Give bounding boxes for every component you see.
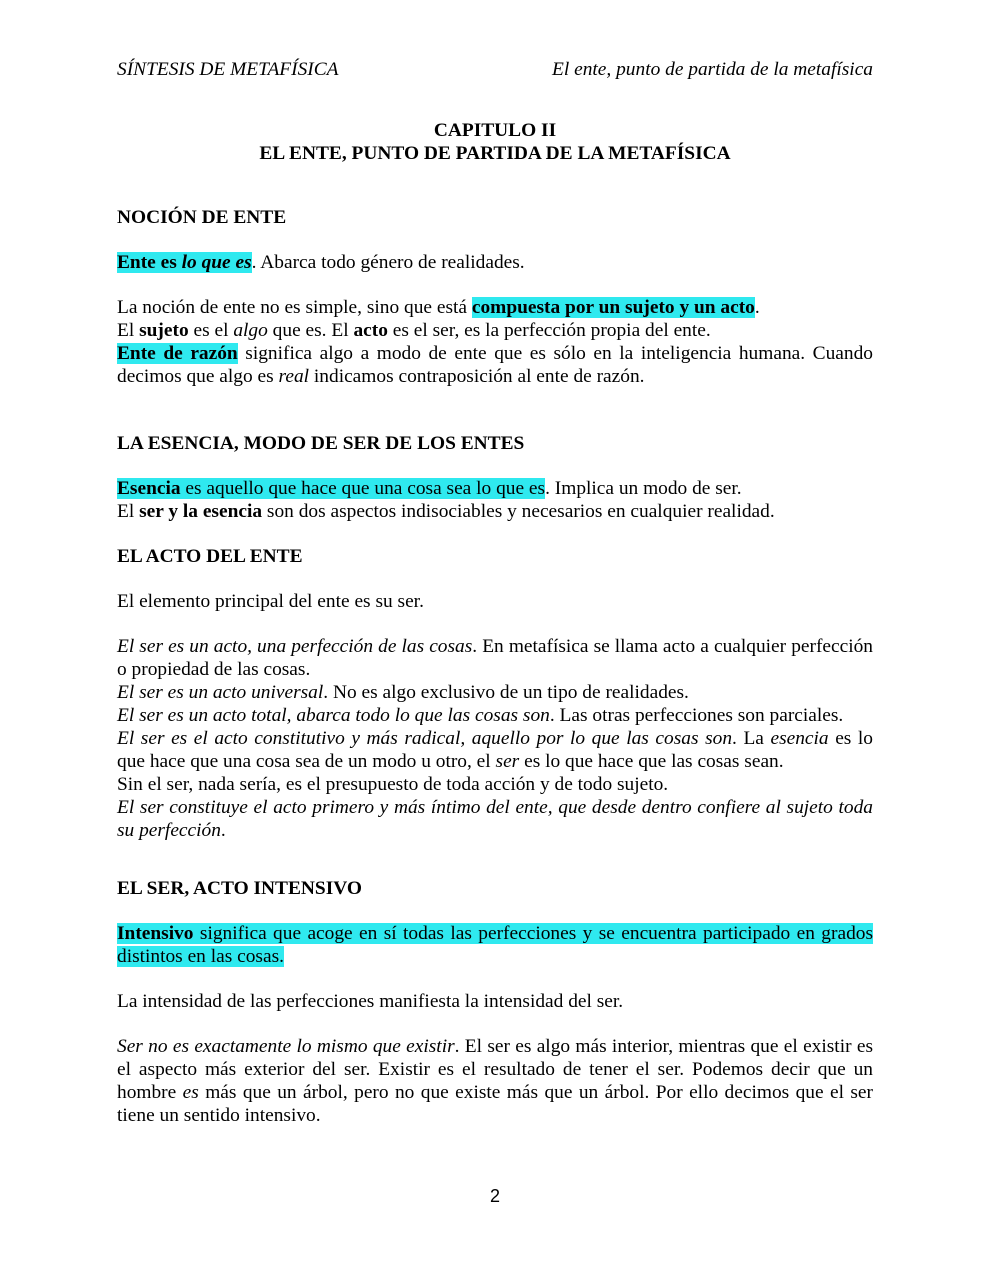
paragraph: [117, 342, 873, 388]
highlighted-text: lo que es: [181, 252, 252, 273]
highlighted-text: Ente de razón: [117, 343, 238, 364]
text-run: indicamos contraposición al ente de razón.: [309, 366, 645, 387]
chapter-title-line1: CAPITULO II: [433, 120, 557, 141]
text-run: .: [754, 297, 760, 318]
highlighted-text: Intensivo: [117, 923, 194, 945]
blank-line: [117, 842, 873, 877]
page-header: [117, 58, 873, 81]
blank-line: [117, 229, 873, 251]
text-run: significa algo a modo de ente que es sólo en la inteligencia humana. Cuando decimos que algo es: [117, 343, 873, 387]
blank-line: [117, 968, 873, 990]
paragraph: [117, 796, 873, 842]
highlighted-text: Ente es: [117, 252, 182, 273]
text-run: El ser constituye el acto primero y más íntimo del ente, que desde dentro confiere al sujeto toda su perfección: [117, 797, 873, 841]
paragraph: [117, 500, 873, 523]
paragraph: [117, 990, 873, 1013]
text-run: El ser es el acto constitutivo y más radical, aquello por lo que las cosas son: [117, 728, 733, 749]
paragraph: [117, 922, 873, 968]
highlighted-text: es aquello que hace que una cosa sea lo que es: [180, 478, 546, 499]
text-run: es: [182, 1082, 199, 1104]
blank-line: [117, 274, 873, 296]
paragraph: [117, 590, 873, 613]
text-run: es el ser, es la perfección propia del ente.: [387, 320, 711, 341]
paragraph: [117, 251, 873, 274]
section-heading: EL ACTO DEL ENTE: [117, 546, 303, 567]
blank-line: [117, 1013, 873, 1035]
text-run: que es. El: [267, 320, 354, 341]
text-run: . No es algo exclusivo de un tipo de realidades.: [323, 682, 689, 703]
paragraph: [117, 296, 873, 319]
section-heading: NOCIÓN DE ENTE: [117, 207, 287, 228]
paragraph: [117, 1035, 873, 1127]
header-left-text: SÍNTESIS DE METAFÍSICA: [117, 59, 339, 80]
text-run: Ser no es exactamente lo mismo que existir: [117, 1036, 455, 1058]
text-run: . En metafísica se llama acto a cualquier perfección o propiedad de las cosas.: [117, 636, 874, 680]
page-number: 2: [489, 1186, 500, 1206]
highlighted-text: significa que acoge en sí todas las perfecciones y se encuentra participado en grados distintos en las cosas.: [117, 923, 873, 968]
blank-line: [117, 455, 873, 477]
text-run: son dos aspectos indisociables y necesarios en cualquier realidad.: [262, 501, 775, 522]
blank-line: [117, 388, 873, 432]
text-run: El: [117, 501, 140, 522]
text-run: . Implica un modo de ser.: [545, 478, 742, 499]
text-run: es lo que hace que una cosa sea de un modo u otro, el: [117, 728, 873, 772]
chapter-title: [117, 119, 873, 165]
paragraph: [117, 635, 873, 681]
section-heading: EL SER, ACTO INTENSIVO: [117, 878, 362, 900]
text-run: El ser es un acto total, abarca todo lo que las cosas son: [117, 705, 550, 726]
text-run: . El ser es algo más interior, mientras que el existir es el aspecto más exterior del ser. Existir es el resultado de tener el ser. Podemos decir que un hombre: [117, 1036, 873, 1104]
text-run: La intensidad de las perfecciones manifiesta la intensidad del ser.: [117, 991, 624, 1013]
text-run: El ser es un acto universal: [117, 682, 324, 703]
text-run: es el: [188, 320, 234, 341]
highlighted-text: Esencia: [117, 478, 181, 499]
highlighted-text: compuesta por un sujeto y un acto: [471, 297, 755, 318]
text-run: algo: [233, 320, 268, 341]
paragraph: [117, 727, 873, 773]
paragraph: [117, 319, 873, 342]
section-heading: LA ESENCIA, MODO DE SER DE LOS ENTES: [117, 433, 525, 454]
blank-line: [117, 900, 873, 922]
text-run: sujeto: [139, 320, 189, 341]
paragraph: [117, 477, 873, 500]
paragraph: [117, 773, 873, 796]
header-right-text: El ente, punto de partida de la metafísica: [552, 59, 873, 80]
text-run: .: [220, 820, 226, 841]
paragraph: [117, 681, 873, 704]
text-run: El: [117, 320, 140, 341]
text-run: La noción de ente no es simple, sino que está: [117, 297, 472, 318]
text-run: ser: [495, 751, 520, 772]
paragraph: [117, 704, 873, 727]
text-run: El elemento principal del ente es su ser.: [117, 591, 424, 612]
blank-line: [117, 613, 873, 635]
text-run: El ser es un acto, una perfección de las cosas: [117, 636, 473, 657]
text-run: es lo que hace que las cosas sean.: [519, 751, 784, 772]
document-content: [117, 206, 873, 1127]
text-run: real: [278, 366, 310, 387]
text-run: esencia: [770, 728, 829, 749]
text-run: . Las otras perfecciones son parciales.: [549, 705, 844, 726]
text-run: más que un árbol, pero no que existe más que un árbol. Por ello decimos que el ser tiene un sentido intensivo.: [117, 1082, 873, 1127]
text-run: acto: [353, 320, 388, 341]
text-run: . Abarca todo género de realidades.: [251, 252, 525, 273]
text-run: . La: [732, 728, 771, 749]
chapter-title-line2: EL ENTE, PUNTO DE PARTIDA DE LA METAFÍSICA: [259, 143, 731, 164]
blank-line: [117, 523, 873, 545]
text-run: Sin el ser, nada sería, es el presupuesto de toda acción y de todo sujeto.: [117, 774, 669, 795]
blank-line: [117, 568, 873, 590]
text-run: ser y la esencia: [139, 501, 263, 522]
